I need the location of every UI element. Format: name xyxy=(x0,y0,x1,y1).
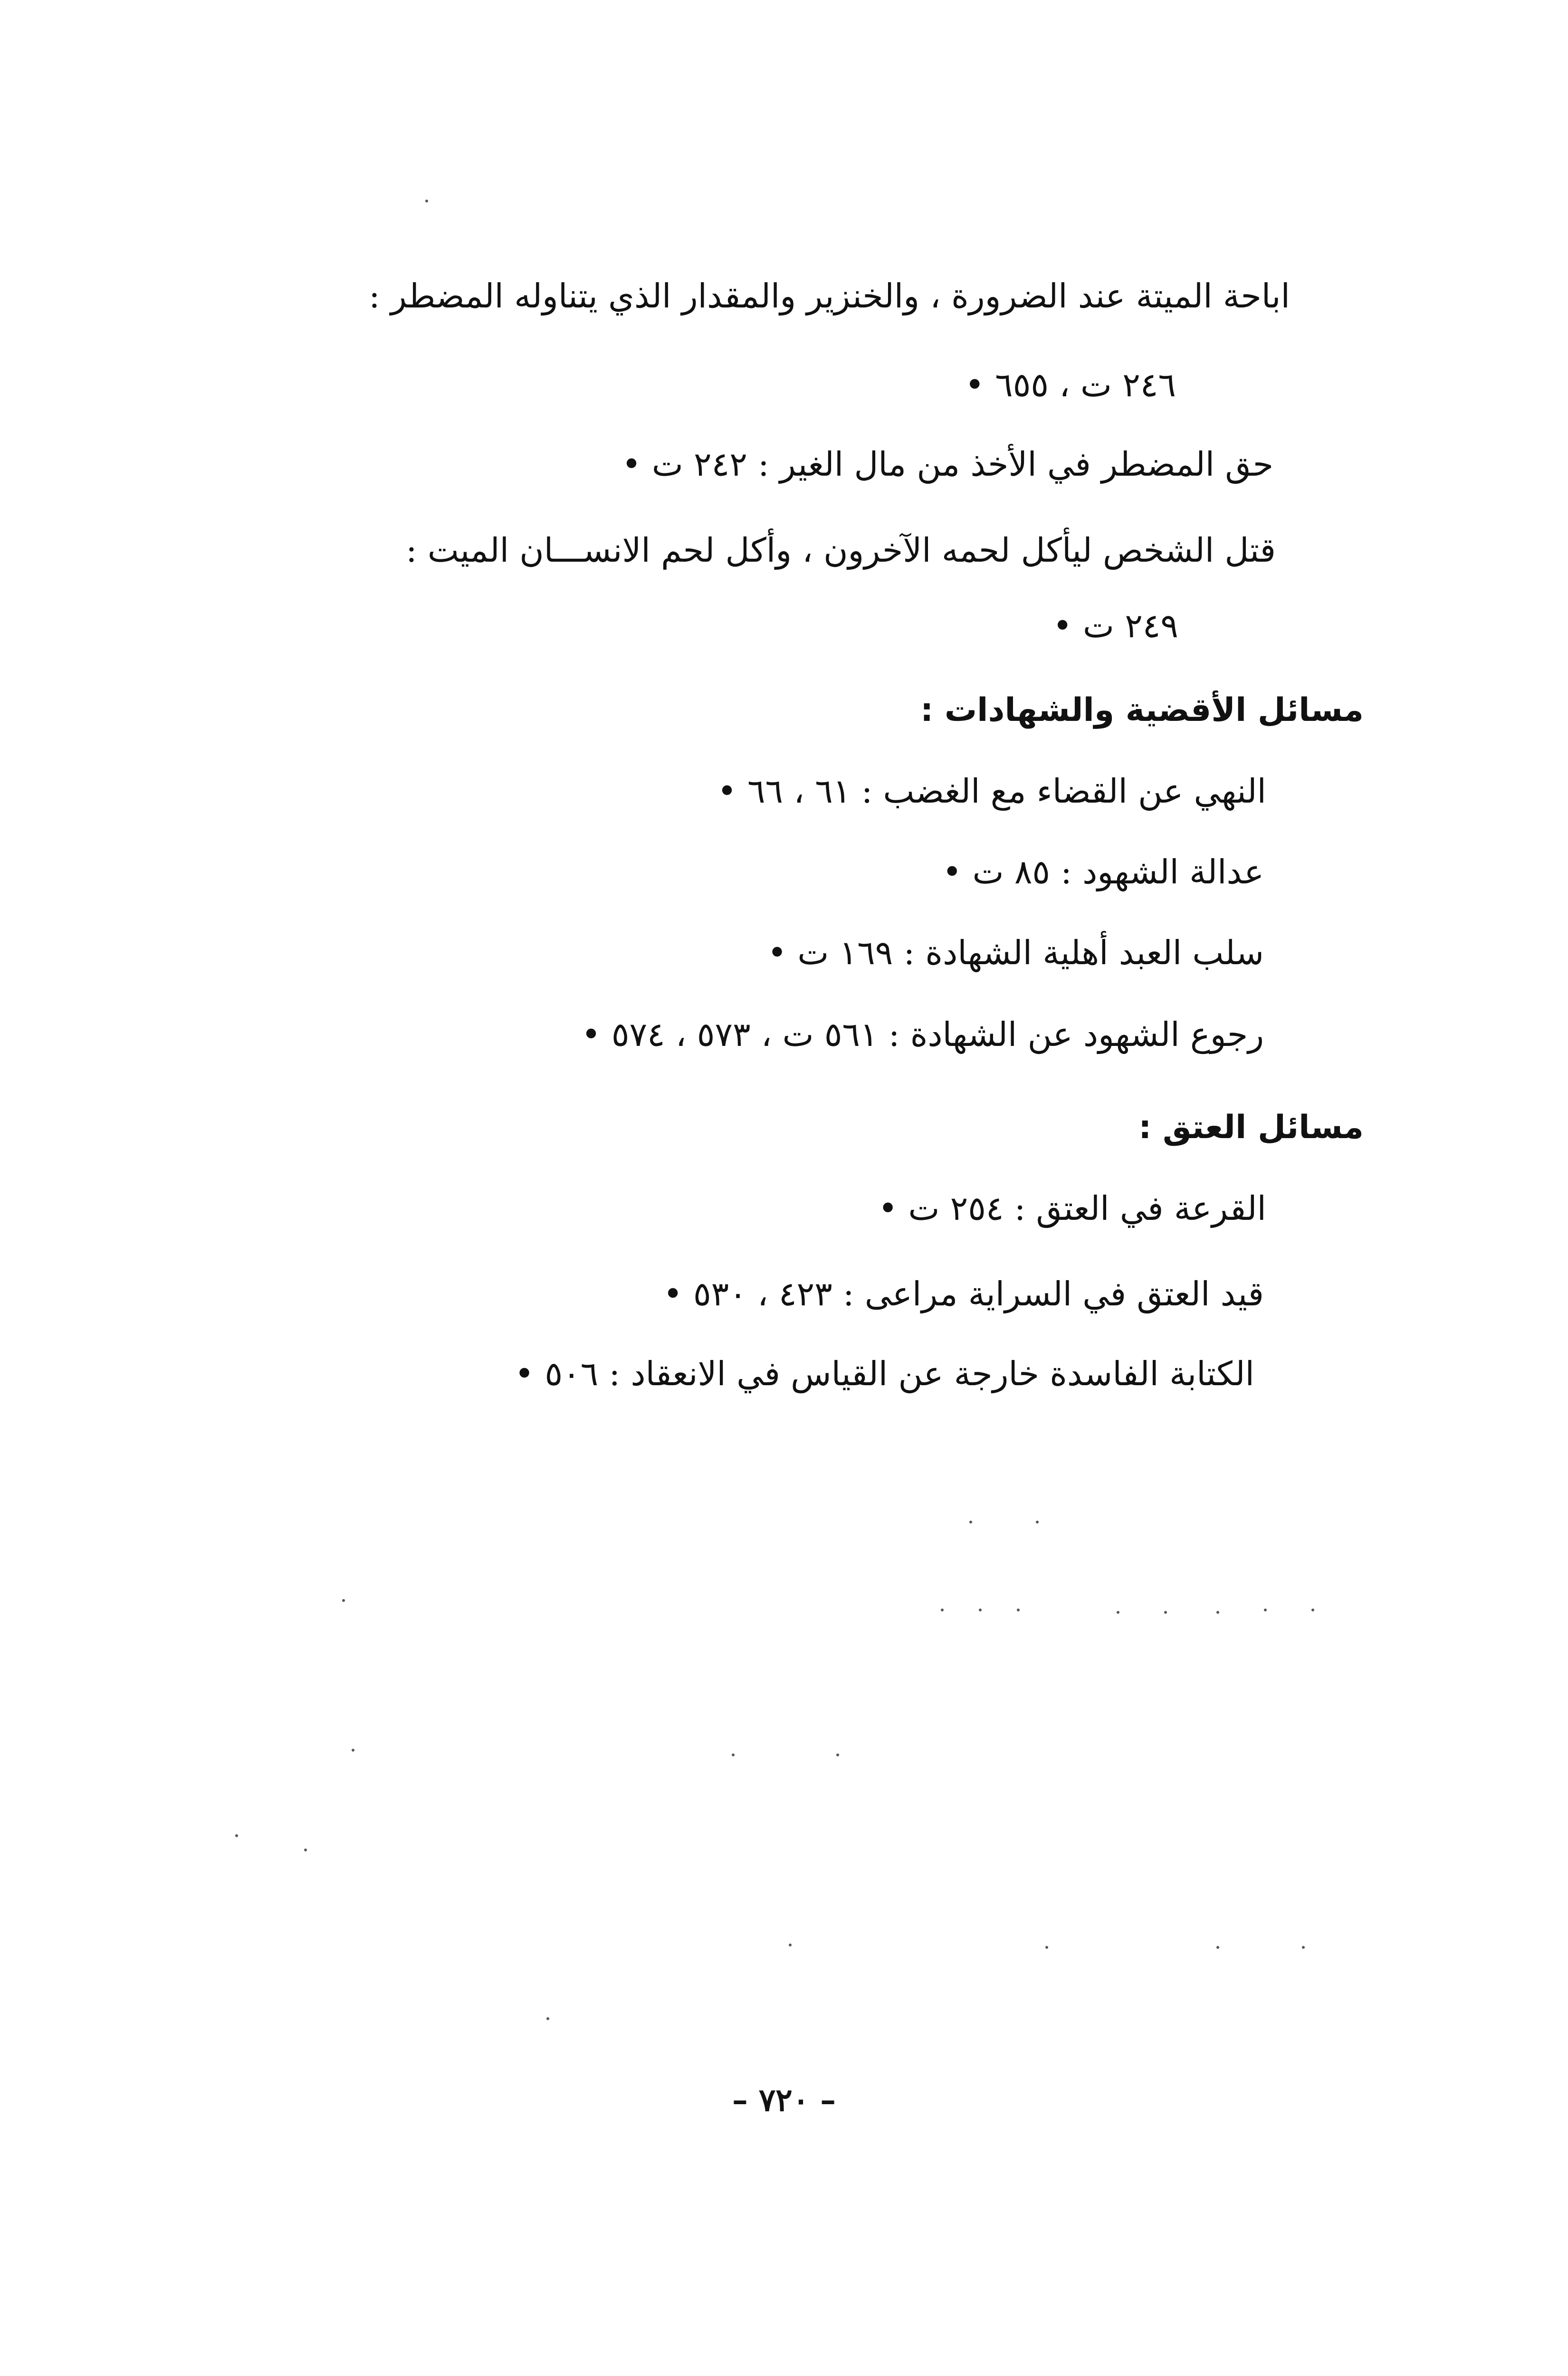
scan-speck xyxy=(1302,1946,1305,1949)
index-entry-line: ٢٤٩ ت • xyxy=(1052,606,1178,645)
scan-speck xyxy=(304,1849,307,1851)
scan-speck xyxy=(941,1609,944,1611)
index-entry-line: ٢٤٦ ت ، ٦٥٥ • xyxy=(965,365,1176,404)
scan-speck xyxy=(969,1521,972,1523)
scan-speck xyxy=(1264,1609,1267,1611)
scan-speck xyxy=(1117,1611,1119,1614)
section-heading: مسائل العتق : xyxy=(1138,1109,1364,1146)
page-number: – ٧٢٠ – xyxy=(732,2081,836,2118)
scan-speck xyxy=(1216,1946,1219,1949)
scan-speck xyxy=(1036,1521,1039,1523)
index-entry-line: حق المضطر في الأخذ من مال الغير : ٢٤٢ ت • xyxy=(621,445,1273,484)
scan-speck xyxy=(425,200,428,202)
scan-speck xyxy=(789,1944,792,1946)
scan-speck xyxy=(1017,1609,1020,1611)
index-entry-line: عدالة الشهود : ٨٥ ت • xyxy=(942,853,1264,891)
index-entry-line: النهي عن القضاء مع الغضب : ٦١ ، ٦٦ • xyxy=(717,772,1266,811)
scan-speck xyxy=(546,2017,549,2020)
scan-speck xyxy=(836,1753,839,1756)
index-entry-line: قيد العتق في السراية مراعى : ٤٢٣ ، ٥٣٠ • xyxy=(663,1274,1264,1313)
scan-speck xyxy=(732,1753,735,1756)
index-entry-line: سلب العبد أهلية الشهادة : ١٦٩ ت • xyxy=(767,933,1264,972)
index-entry-line: رجوع الشهود عن الشهادة : ٥٦١ ت ، ٥٧٣ ، ٥٧٤ • xyxy=(581,1015,1264,1054)
section-heading: مسائل الأقضية والشهادات : xyxy=(920,691,1364,729)
scan-speck xyxy=(1311,1609,1314,1611)
scan-speck xyxy=(1216,1611,1219,1614)
scan-speck xyxy=(342,1599,345,1602)
index-entry-line: قتل الشخص ليأكل لحمه الآخرون ، وأكل لحم الانســـان الميت : xyxy=(406,531,1276,570)
scan-speck xyxy=(352,1749,354,1752)
scan-speck xyxy=(979,1609,982,1611)
index-entry-line: الكتابة الفاسدة خارجة عن القياس في الانعقاد : ٥٠٦ • xyxy=(514,1354,1254,1393)
scan-speck xyxy=(1164,1611,1167,1614)
index-entry-line: القرعة في العتق : ٢٥٤ ت • xyxy=(878,1189,1266,1228)
scan-speck xyxy=(235,1834,238,1837)
scan-speck xyxy=(1045,1946,1048,1949)
index-entry-line: اباحة الميتة عند الضرورة ، والخنزير والمقدار الذي يتناوله المضطر : xyxy=(369,277,1290,316)
